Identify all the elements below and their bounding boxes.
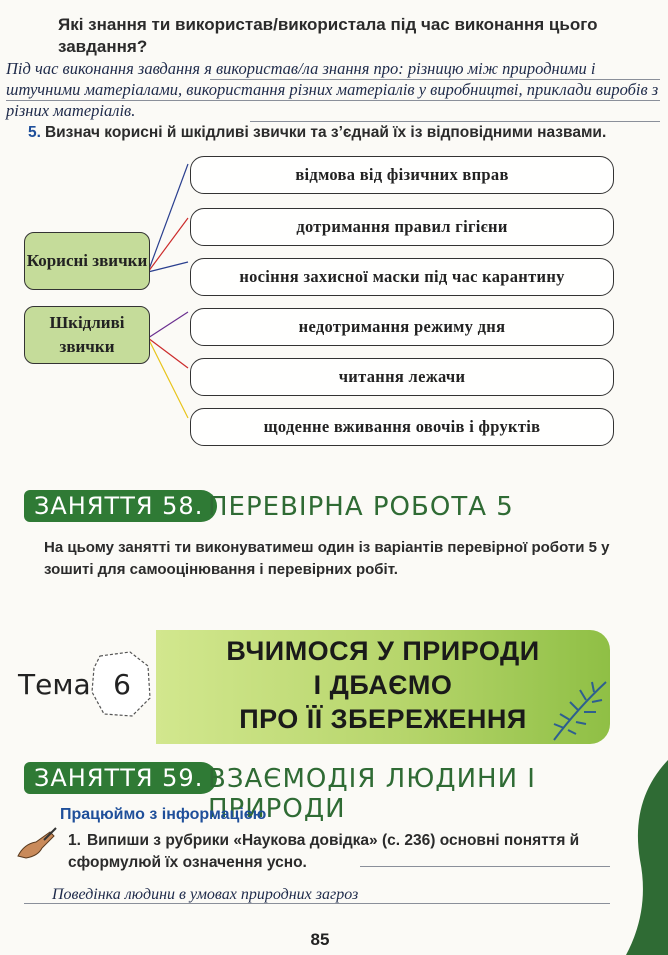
- lesson58-title: ПЕРЕВІРНА РОБОТА 5: [208, 492, 514, 522]
- lesson59-badge: ЗАНЯТТЯ 59.: [24, 762, 217, 794]
- habit-box[interactable]: відмова від фізичних вправ: [190, 156, 614, 194]
- question-answer: Під час виконання завдання я використав/ла знання про: різницю між природними і штучними матеріалами, використання різних матеріалів у виробництві, приклади виробів з різних матеріалів.: [6, 59, 659, 120]
- habit-box[interactable]: читання лежачи: [190, 358, 614, 396]
- page-number: 85: [310, 930, 330, 949]
- match-line: [148, 338, 188, 418]
- theme-title-line: ПРО ЇЇ ЗБЕРЕЖЕННЯ: [239, 704, 527, 734]
- answer-line-3: [250, 121, 660, 122]
- fern-leaf-icon: [548, 678, 608, 742]
- writing-hand-icon: [14, 826, 58, 862]
- theme-label: Тема: [18, 668, 91, 701]
- theme-title-line: І ДБАЄМО: [313, 670, 453, 700]
- theme-title-line: ВЧИМОСЯ У ПРИРОДИ: [226, 636, 540, 666]
- answer-line: [360, 866, 610, 867]
- task1-answer: Поведінка людини в умовах природних загроз: [52, 886, 359, 903]
- section-subheading: Працюймо з інформацією: [60, 806, 267, 823]
- habit-box[interactable]: недотримання режиму дня: [190, 308, 614, 346]
- category-harmful[interactable]: Шкідливі звички: [24, 306, 150, 364]
- task1-text: Випиши з рубрики «Наукова довідка» (с. 236) основні поняття й сформулюй їх означення усно.: [68, 832, 580, 871]
- answer-line-2: [6, 100, 660, 101]
- lesson58-text: На цьому занятті ти виконуватимеш один із варіантів перевірної роботи 5 у зошиті для самооцінювання і перевірних робіт.: [44, 539, 610, 578]
- category-useful[interactable]: Корисні звички: [24, 232, 150, 290]
- task1-instruction: [68, 830, 614, 874]
- theme-banner: [156, 630, 610, 744]
- task-text: Визнач корисні й шкідливі звички та з’єднай їх із відповідними назвами.: [44, 124, 607, 141]
- task1-number: 1.: [68, 832, 81, 849]
- theme-number: 6: [113, 668, 131, 701]
- match-line: [148, 164, 188, 272]
- habit-box[interactable]: щоденне вживання овочів і фруктів: [190, 408, 614, 446]
- decorative-leaf-shape: [620, 760, 668, 955]
- lesson59-title: ВЗАЄМОДІЯ ЛЮДИНИ І ПРИРОДИ: [208, 764, 536, 824]
- question-text: Які знання ти використав/використала під час виконання цього завдання?: [58, 15, 598, 56]
- task-number: 5.: [28, 124, 41, 141]
- match-line: [148, 338, 188, 368]
- answer-line-1: [210, 79, 660, 80]
- habit-box[interactable]: дотримання правил гігієни: [190, 208, 614, 246]
- answer-line: [24, 903, 610, 904]
- habit-box[interactable]: носіння захисної маски під час карантину: [190, 258, 614, 296]
- lesson58-badge: ЗАНЯТТЯ 58.: [24, 490, 217, 522]
- match-line: [148, 312, 188, 338]
